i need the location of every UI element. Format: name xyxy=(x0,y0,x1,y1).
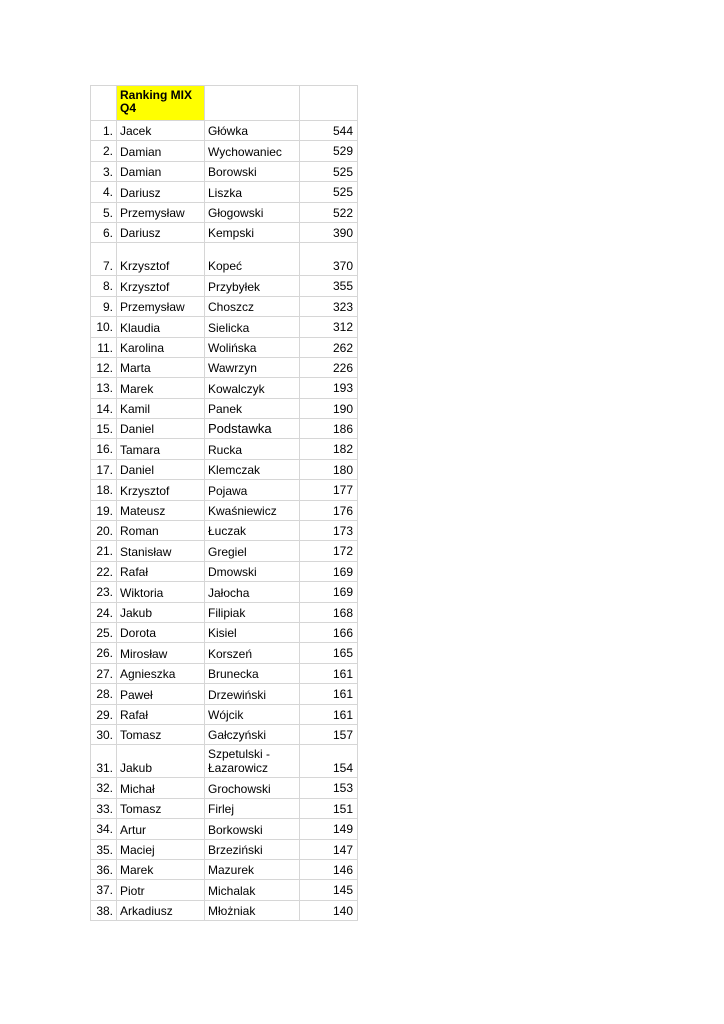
last-name-cell: Borowski xyxy=(205,162,300,182)
score-cell: 226 xyxy=(300,358,358,378)
rank-cell: 1. xyxy=(90,121,117,141)
last-name-cell: Michalak xyxy=(205,880,300,900)
rank-cell: 30. xyxy=(90,725,117,745)
last-name-cell: Brzeziński xyxy=(205,840,300,860)
first-name-cell: Krzysztof xyxy=(117,480,205,500)
table-row xyxy=(90,643,358,663)
first-name-cell: Roman xyxy=(117,521,205,541)
score-cell: 151 xyxy=(300,799,358,819)
table-row xyxy=(90,419,358,439)
last-name-cell: Główka xyxy=(205,121,300,141)
last-name-cell: Głogowski xyxy=(205,203,300,223)
rank-cell: 15. xyxy=(90,419,117,439)
first-name-cell: Przemysław xyxy=(117,297,205,317)
rank-cell: 7. xyxy=(90,243,117,276)
first-name-cell: Tomasz xyxy=(117,725,205,745)
score-cell: 173 xyxy=(300,521,358,541)
last-name-cell: Kisiel xyxy=(205,623,300,643)
last-name-cell: Wolińska xyxy=(205,338,300,358)
rank-cell: 13. xyxy=(90,378,117,398)
rank-cell: 16. xyxy=(90,439,117,459)
table-row xyxy=(90,880,358,900)
rank-cell: 34. xyxy=(90,819,117,839)
score-cell: 262 xyxy=(300,338,358,358)
first-name-cell: Krzysztof xyxy=(117,276,205,296)
score-cell: 166 xyxy=(300,623,358,643)
table-row xyxy=(90,141,358,161)
first-name-cell: Mirosław xyxy=(117,643,205,663)
last-name-cell: Młożniak xyxy=(205,901,300,921)
rank-cell: 25. xyxy=(90,623,117,643)
score-cell: 172 xyxy=(300,541,358,561)
header-empty-cell xyxy=(205,85,300,121)
table-row xyxy=(90,725,358,745)
table-row xyxy=(90,439,358,459)
last-name-cell: Dmowski xyxy=(205,562,300,582)
score-cell: 177 xyxy=(300,480,358,500)
last-name-cell: Drzewiński xyxy=(205,684,300,704)
table-row xyxy=(90,378,358,398)
table-row xyxy=(90,705,358,725)
rank-cell: 19. xyxy=(90,501,117,521)
first-name-cell: Karolina xyxy=(117,338,205,358)
rank-cell: 20. xyxy=(90,521,117,541)
first-name-cell: Stanisław xyxy=(117,541,205,561)
score-cell: 193 xyxy=(300,378,358,398)
last-name-cell: Korszeń xyxy=(205,643,300,663)
header-empty-cell xyxy=(300,85,358,121)
table-row xyxy=(90,317,358,337)
last-name-cell: Liszka xyxy=(205,182,300,202)
first-name-cell: Agnieszka xyxy=(117,664,205,684)
last-name-cell: Kwaśniewicz xyxy=(205,501,300,521)
first-name-cell: Klaudia xyxy=(117,317,205,337)
score-cell: 522 xyxy=(300,203,358,223)
first-name-cell: Dariusz xyxy=(117,182,205,202)
rank-cell: 31. xyxy=(90,745,117,778)
rank-cell: 29. xyxy=(90,705,117,725)
rank-cell: 6. xyxy=(90,223,117,243)
rank-cell: 24. xyxy=(90,603,117,623)
score-cell: 355 xyxy=(300,276,358,296)
first-name-cell: Rafał xyxy=(117,562,205,582)
score-cell: 161 xyxy=(300,705,358,725)
first-name-cell: Daniel xyxy=(117,460,205,480)
score-cell: 145 xyxy=(300,880,358,900)
rank-cell: 9. xyxy=(90,297,117,317)
last-name-cell: Filipiak xyxy=(205,603,300,623)
last-name-cell: Podstawka xyxy=(205,419,300,439)
score-cell: 149 xyxy=(300,819,358,839)
score-cell: 153 xyxy=(300,778,358,798)
last-name-cell: Borkowski xyxy=(205,819,300,839)
last-name-cell: Firlej xyxy=(205,799,300,819)
table-row xyxy=(90,399,358,419)
score-cell: 529 xyxy=(300,141,358,161)
score-cell: 169 xyxy=(300,562,358,582)
rank-cell: 35. xyxy=(90,840,117,860)
table-row xyxy=(90,745,358,778)
last-name-cell: Mazurek xyxy=(205,860,300,880)
table-row xyxy=(90,562,358,582)
first-name-cell: Wiktoria xyxy=(117,582,205,602)
table-row xyxy=(90,460,358,480)
score-cell: 165 xyxy=(300,643,358,663)
table-row xyxy=(90,623,358,643)
first-name-cell: Krzysztof xyxy=(117,243,205,276)
table-row xyxy=(90,603,358,623)
table-row xyxy=(90,480,358,500)
last-name-cell: Pojawa xyxy=(205,480,300,500)
score-cell: 525 xyxy=(300,162,358,182)
first-name-cell: Maciej xyxy=(117,840,205,860)
first-name-cell: Kamil xyxy=(117,399,205,419)
score-cell: 154 xyxy=(300,745,358,778)
score-cell: 169 xyxy=(300,582,358,602)
score-cell: 525 xyxy=(300,182,358,202)
table-row xyxy=(90,840,358,860)
first-name-cell: Jakub xyxy=(117,745,205,778)
first-name-cell: Daniel xyxy=(117,419,205,439)
last-name-cell: Brunecka xyxy=(205,664,300,684)
last-name-cell: Choszcz xyxy=(205,297,300,317)
table-row xyxy=(90,778,358,798)
first-name-cell: Mateusz xyxy=(117,501,205,521)
last-name-cell: Kopeć xyxy=(205,243,300,276)
last-name-cell: Szpetulski - Łazarowicz xyxy=(205,745,300,778)
last-name-cell: Wójcik xyxy=(205,705,300,725)
rank-cell: 27. xyxy=(90,664,117,684)
rank-cell: 18. xyxy=(90,480,117,500)
last-name-cell: Wychowaniec xyxy=(205,141,300,161)
score-cell: 168 xyxy=(300,603,358,623)
first-name-cell: Piotr xyxy=(117,880,205,900)
score-cell: 147 xyxy=(300,840,358,860)
score-cell: 161 xyxy=(300,684,358,704)
table-row xyxy=(90,664,358,684)
last-name-cell: Łuczak xyxy=(205,521,300,541)
score-cell: 312 xyxy=(300,317,358,337)
last-name-cell: Grochowski xyxy=(205,778,300,798)
first-name-cell: Rafał xyxy=(117,705,205,725)
table-row xyxy=(90,243,358,276)
last-name-cell: Klemczak xyxy=(205,460,300,480)
first-name-cell: Damian xyxy=(117,162,205,182)
score-cell: 180 xyxy=(300,460,358,480)
first-name-cell: Przemysław xyxy=(117,203,205,223)
last-name-cell: Kempski xyxy=(205,223,300,243)
header-empty-cell xyxy=(90,85,117,121)
score-cell: 186 xyxy=(300,419,358,439)
last-name-cell: Wawrzyn xyxy=(205,358,300,378)
score-cell: 190 xyxy=(300,399,358,419)
last-name-cell: Rucka xyxy=(205,439,300,459)
table-row xyxy=(90,203,358,223)
last-name-cell: Panek xyxy=(205,399,300,419)
first-name-cell: Jacek xyxy=(117,121,205,141)
last-name-cell: Kowalczyk xyxy=(205,378,300,398)
table-row xyxy=(90,799,358,819)
rank-cell: 4. xyxy=(90,182,117,202)
score-cell: 370 xyxy=(300,243,358,276)
rank-cell: 14. xyxy=(90,399,117,419)
first-name-cell: Marta xyxy=(117,358,205,378)
score-cell: 140 xyxy=(300,901,358,921)
rank-cell: 36. xyxy=(90,860,117,880)
rank-cell: 2. xyxy=(90,141,117,161)
first-name-cell: Marek xyxy=(117,378,205,398)
rank-cell: 28. xyxy=(90,684,117,704)
score-cell: 161 xyxy=(300,664,358,684)
first-name-cell: Tamara xyxy=(117,439,205,459)
rank-cell: 37. xyxy=(90,880,117,900)
rank-cell: 5. xyxy=(90,203,117,223)
table-row xyxy=(90,541,358,561)
first-name-cell: Michał xyxy=(117,778,205,798)
table-row xyxy=(90,297,358,317)
rank-cell: 8. xyxy=(90,276,117,296)
table-row xyxy=(90,501,358,521)
last-name-cell: Gałczyński xyxy=(205,725,300,745)
last-name-cell: Przybyłek xyxy=(205,276,300,296)
rank-cell: 26. xyxy=(90,643,117,663)
first-name-cell: Jakub xyxy=(117,603,205,623)
score-cell: 544 xyxy=(300,121,358,141)
score-cell: 182 xyxy=(300,439,358,459)
rank-cell: 38. xyxy=(90,901,117,921)
table-row xyxy=(90,521,358,541)
score-cell: 146 xyxy=(300,860,358,880)
table-body xyxy=(90,121,358,921)
table-row xyxy=(90,684,358,704)
first-name-cell: Marek xyxy=(117,860,205,880)
last-name-cell: Sielicka xyxy=(205,317,300,337)
table-row xyxy=(90,276,358,296)
score-cell: 157 xyxy=(300,725,358,745)
table-row xyxy=(90,358,358,378)
score-cell: 323 xyxy=(300,297,358,317)
table-row xyxy=(90,901,358,921)
score-cell: 390 xyxy=(300,223,358,243)
first-name-cell: Paweł xyxy=(117,684,205,704)
first-name-cell: Artur xyxy=(117,819,205,839)
last-name-cell: Gregiel xyxy=(205,541,300,561)
rank-cell: 3. xyxy=(90,162,117,182)
table-row xyxy=(90,121,358,141)
rank-cell: 11. xyxy=(90,338,117,358)
table-row xyxy=(90,819,358,839)
table-row xyxy=(90,338,358,358)
first-name-cell: Dorota xyxy=(117,623,205,643)
rank-cell: 12. xyxy=(90,358,117,378)
first-name-cell: Dariusz xyxy=(117,223,205,243)
rank-cell: 23. xyxy=(90,582,117,602)
last-name-cell: Jałocha xyxy=(205,582,300,602)
rank-cell: 17. xyxy=(90,460,117,480)
table-row xyxy=(90,582,358,602)
ranking-table xyxy=(90,85,358,921)
first-name-cell: Tomasz xyxy=(117,799,205,819)
rank-cell: 21. xyxy=(90,541,117,561)
first-name-cell: Damian xyxy=(117,141,205,161)
rank-cell: 32. xyxy=(90,778,117,798)
score-cell: 176 xyxy=(300,501,358,521)
rank-cell: 22. xyxy=(90,562,117,582)
table-title: Ranking MIX Q4 xyxy=(117,85,205,121)
header-row xyxy=(90,85,358,121)
table-row xyxy=(90,223,358,243)
table-row xyxy=(90,182,358,202)
rank-cell: 10. xyxy=(90,317,117,337)
table-row xyxy=(90,860,358,880)
rank-cell: 33. xyxy=(90,799,117,819)
table-row xyxy=(90,162,358,182)
first-name-cell: Arkadiusz xyxy=(117,901,205,921)
